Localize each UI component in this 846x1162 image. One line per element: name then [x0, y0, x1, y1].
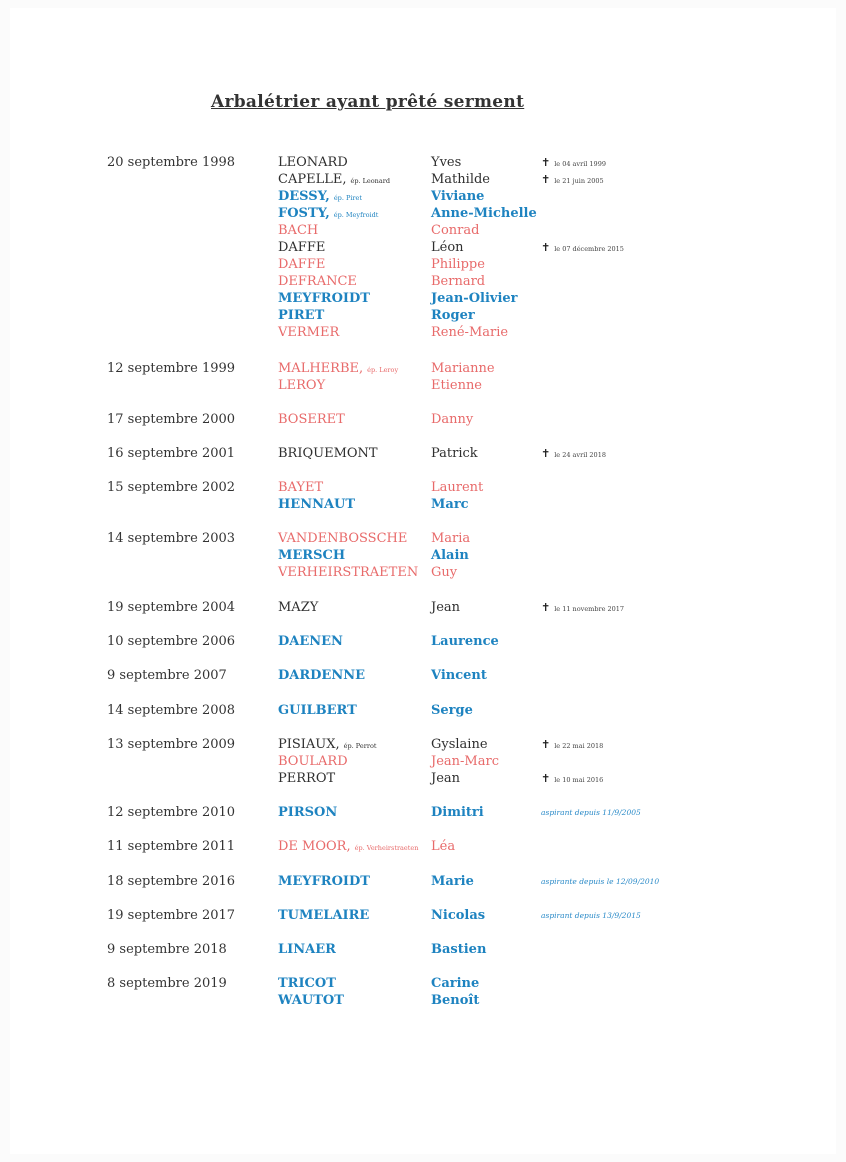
death-date: le 24 avril 2018 [554, 451, 606, 459]
oath-date: 20 septembre 1998 [107, 155, 236, 170]
surname-text: DAENEN [278, 634, 343, 649]
death-note [541, 239, 624, 258]
member-firstname: Dimitri [431, 805, 484, 820]
death-note [541, 171, 604, 190]
member-surname [278, 873, 370, 890]
member-firstname: Roger [431, 308, 475, 323]
member-firstname: Jean [431, 771, 461, 786]
married-name: ép. Perrot [343, 742, 377, 750]
aspirant-note: aspirante depuis le 12/09/2010 [541, 877, 660, 886]
cross-icon: ✝ [541, 738, 551, 751]
member-firstname: Gyslaine [431, 737, 488, 752]
surname-text: DARDENNE [278, 668, 366, 683]
death-date: le 22 mai 2018 [554, 742, 604, 750]
member-surname [278, 239, 325, 256]
surname-text: PERROT [278, 771, 336, 786]
member-firstname: Serge [431, 703, 473, 718]
member-surname [278, 599, 318, 616]
cross-icon: ✝ [541, 156, 551, 169]
member-surname [278, 667, 365, 684]
member-surname [278, 530, 407, 547]
surname-text: PIRET [278, 308, 325, 323]
oath-date: 17 septembre 2000 [107, 412, 236, 427]
surname-text: BAYET [278, 480, 324, 495]
member-surname [278, 992, 344, 1009]
member-firstname: Conrad [431, 223, 480, 238]
member-firstname: Marianne [431, 361, 495, 376]
surname-text: LINAER [278, 942, 336, 957]
cross-icon: ✝ [541, 241, 551, 254]
member-firstname: Maria [431, 531, 471, 546]
surname-text: MALHERBE, [278, 361, 364, 376]
aspirant-note: aspirant depuis 13/9/2015 [541, 911, 641, 920]
member-firstname: Benoît [431, 993, 480, 1008]
oath-date: 12 septembre 1999 [107, 361, 236, 376]
surname-text: MEYFROIDT [278, 291, 370, 306]
member-surname [278, 496, 355, 513]
oath-date: 9 septembre 2007 [107, 668, 227, 683]
member-surname [278, 907, 369, 924]
death-note [541, 445, 606, 464]
surname-text: DE MOOR, [278, 839, 351, 854]
cross-icon: ✝ [541, 447, 551, 460]
member-surname [278, 411, 345, 428]
surname-text: PISIAUX, [278, 737, 340, 752]
member-firstname: Etienne [431, 378, 483, 393]
married-name: ép. Leonard [350, 177, 391, 185]
member-firstname: Vincent [431, 668, 487, 683]
member-firstname: Léon [431, 240, 464, 255]
married-name: ép. Leroy [367, 366, 399, 374]
member-surname [278, 770, 335, 787]
surname-text: VERHEIRSTRAETEN [278, 565, 419, 580]
oath-date: 15 septembre 2002 [107, 480, 236, 495]
member-firstname: Léa [431, 839, 456, 854]
surname-text: BACH [278, 223, 319, 238]
document-title: Arbalétrier ayant prêté serment [211, 92, 525, 112]
aspirant-note: aspirant depuis 11/9/2005 [541, 808, 641, 817]
surname-text: BOULARD [278, 754, 348, 769]
member-surname [278, 479, 323, 496]
member-surname [278, 290, 370, 307]
member-firstname: Carine [431, 976, 480, 991]
member-firstname: Jean-Marc [431, 754, 499, 769]
member-firstname: Nicolas [431, 908, 486, 923]
member-surname [278, 547, 345, 564]
surname-text: VERMER [278, 325, 340, 340]
member-firstname: Patrick [431, 446, 478, 461]
oath-date: 18 septembre 2016 [107, 874, 236, 889]
surname-text: LEROY [278, 378, 326, 393]
member-firstname: Jean [431, 600, 461, 615]
surname-text: GUILBERT [278, 703, 357, 718]
oath-date: 11 septembre 2011 [107, 839, 236, 854]
member-firstname: Marc [431, 497, 469, 512]
married-name: ép. Meyfroidt [333, 211, 379, 219]
oath-date: 12 septembre 2010 [107, 805, 236, 820]
member-firstname: Marie [431, 874, 474, 889]
death-date: le 21 juin 2005 [554, 177, 604, 185]
surname-text: HENNAUT [278, 497, 356, 512]
oath-date: 19 septembre 2017 [107, 908, 236, 923]
member-firstname: René-Marie [431, 325, 509, 340]
member-surname [278, 377, 325, 394]
surname-text: CAPELLE, [278, 172, 347, 187]
member-surname [278, 941, 336, 958]
surname-text: PIRSON [278, 805, 338, 820]
married-name: ép. Verheirstraeten [354, 844, 419, 852]
member-firstname: Yves [431, 155, 462, 170]
member-firstname: Laurence [431, 634, 499, 649]
member-surname [278, 702, 357, 719]
member-firstname: Guy [431, 565, 458, 580]
surname-text: MEYFROIDT [278, 874, 370, 889]
surname-text: DESSY, [278, 189, 330, 204]
cross-icon: ✝ [541, 173, 551, 186]
member-surname [278, 154, 348, 171]
oath-date: 13 septembre 2009 [107, 737, 236, 752]
surname-text: MERSCH [278, 548, 346, 563]
member-firstname: Jean-Olivier [431, 291, 518, 306]
member-surname [278, 753, 348, 770]
surname-text: TRICOT [278, 976, 336, 991]
member-firstname: Mathilde [431, 172, 490, 187]
cross-icon: ✝ [541, 772, 551, 785]
member-surname [278, 324, 339, 341]
member-surname [278, 633, 343, 650]
surname-text: DEFRANCE [278, 274, 357, 289]
member-surname [278, 975, 336, 992]
member-firstname: Bastien [431, 942, 487, 957]
oath-date: 8 septembre 2019 [107, 976, 227, 991]
death-note [541, 770, 603, 789]
surname-text: MAZY [278, 600, 319, 615]
member-firstname: Philippe [431, 257, 485, 272]
member-surname [278, 564, 418, 581]
death-date: le 07 décembre 2015 [554, 245, 624, 253]
member-firstname: Alain [431, 548, 469, 563]
member-surname [278, 307, 324, 324]
oath-date: 14 septembre 2008 [107, 703, 236, 718]
surname-text: DAFFE [278, 257, 326, 272]
oath-date: 9 septembre 2018 [107, 942, 227, 957]
surname-text: DAFFE [278, 240, 326, 255]
death-note [541, 599, 624, 618]
married-name: ép. Piret [333, 194, 362, 202]
member-firstname: Danny [431, 412, 474, 427]
oath-date: 14 septembre 2003 [107, 531, 236, 546]
member-surname [278, 256, 325, 273]
surname-text: FOSTY, [278, 206, 330, 221]
death-date: le 11 novembre 2017 [554, 605, 625, 613]
surname-text: LEONARD [278, 155, 348, 170]
member-firstname: Laurent [431, 480, 484, 495]
member-firstname: Bernard [431, 274, 486, 289]
member-surname [278, 222, 318, 239]
surname-text: BOSERET [278, 412, 345, 427]
surname-text: TUMELAIRE [278, 908, 370, 923]
member-firstname: Viviane [431, 189, 485, 204]
death-note [541, 736, 603, 755]
surname-text: WAUTOT [278, 993, 344, 1008]
death-date: le 10 mai 2016 [554, 776, 604, 784]
cross-icon: ✝ [541, 601, 551, 614]
oath-date: 19 septembre 2004 [107, 600, 236, 615]
member-surname [278, 445, 378, 462]
oath-date: 16 septembre 2001 [107, 446, 236, 461]
oath-date: 10 septembre 2006 [107, 634, 236, 649]
member-surname [278, 804, 337, 821]
surname-text: VANDENBOSSCHE [278, 531, 408, 546]
member-firstname: Anne-Michelle [431, 206, 537, 221]
member-surname [278, 838, 418, 857]
death-date: le 04 avril 1999 [554, 160, 606, 168]
member-surname [278, 273, 357, 290]
surname-text: BRIQUEMONT [278, 446, 378, 461]
